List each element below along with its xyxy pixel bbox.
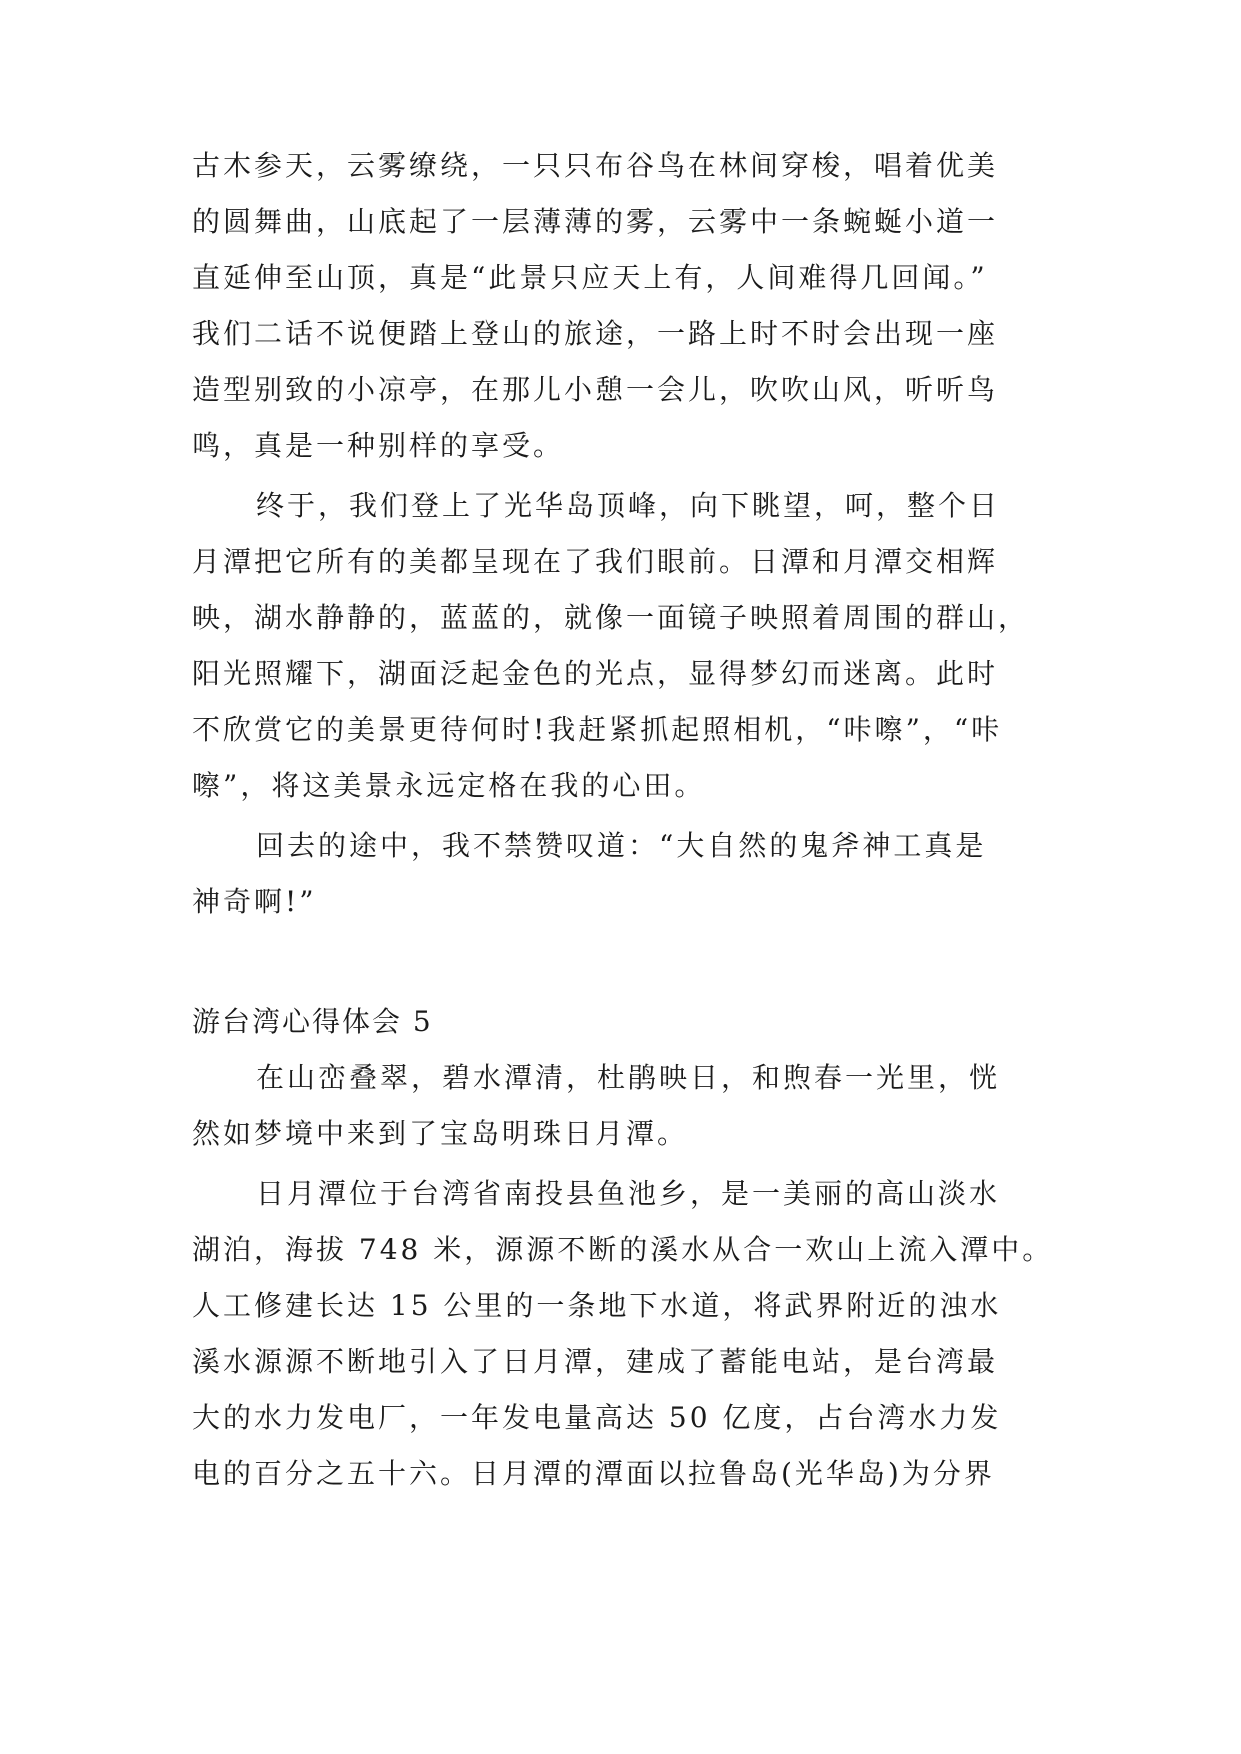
section-title: 游台湾心得体会 5 (192, 1005, 433, 1038)
paragraph-line: 日月潭位于台湾省南投县鱼池乡，是一美丽的高山淡水 (256, 1177, 1001, 1210)
paragraph-line: 直延伸至山顶，真是“此景只应天上有，人间难得几回闻。” (192, 261, 988, 294)
paragraph-line: 不欣赏它的美景更待何时!我赶紧抓起照相机，“咔嚓”，“咔 (192, 713, 1003, 746)
paragraph-line: 阳光照耀下，湖面泛起金色的光点，显得梦幻而迷离。此时 (192, 657, 999, 690)
paragraph-line: 鸣，真是一种别样的享受。 (192, 429, 565, 462)
paragraph-line: 溪水源源不断地引入了日月潭，建成了蓄能电站，是台湾最 (192, 1345, 999, 1378)
paragraph-line: 电的百分之五十六。日月潭的潭面以拉鲁岛(光华岛)为分界 (192, 1457, 995, 1490)
paragraph-line: 然如梦境中来到了宝岛明珠日月潭。 (192, 1117, 689, 1150)
paragraph-line: 在山峦叠翠，碧水潭清，杜鹃映日，和煦春一光里，恍 (256, 1061, 1001, 1094)
paragraph-line: 终于，我们登上了光华岛顶峰，向下眺望，呵，整个日 (256, 489, 1001, 522)
paragraph-line: 回去的途中，我不禁赞叹道：“大自然的鬼斧神工真是 (256, 829, 987, 862)
paragraph-line: 映，湖水静静的，蓝蓝的，就像一面镜子映照着周围的群山， (192, 601, 1030, 634)
paragraph-line: 我们二话不说便踏上登山的旅途，一路上时不时会出现一座 (192, 317, 999, 350)
paragraph-line: 湖泊，海拔 748 米，源源不断的溪水从合一欢山上流入潭中。 (192, 1233, 1054, 1266)
paragraph-line: 大的水力发电厂，一年发电量高达 50 亿度，占台湾水力发 (192, 1401, 1002, 1434)
paragraph-line: 神奇啊!” (192, 885, 317, 918)
paragraph-line: 古木参天，云雾缭绕，一只只布谷鸟在林间穿梭，唱着优美 (192, 149, 999, 182)
paragraph-line: 月潭把它所有的美都呈现在了我们眼前。日潭和月潭交相辉 (192, 545, 999, 578)
paragraph-line: 嚓”，将这美景永远定格在我的心田。 (192, 769, 706, 802)
paragraph-line: 的圆舞曲，山底起了一层薄薄的雾，云雾中一条蜿蜒小道一 (192, 205, 999, 238)
paragraph-line: 人工修建长达 15 公里的一条地下水道，将武界附近的浊水 (192, 1289, 1002, 1322)
paragraph-line: 造型别致的小凉亭，在那儿小憩一会儿，吹吹山风，听听鸟 (192, 373, 999, 406)
